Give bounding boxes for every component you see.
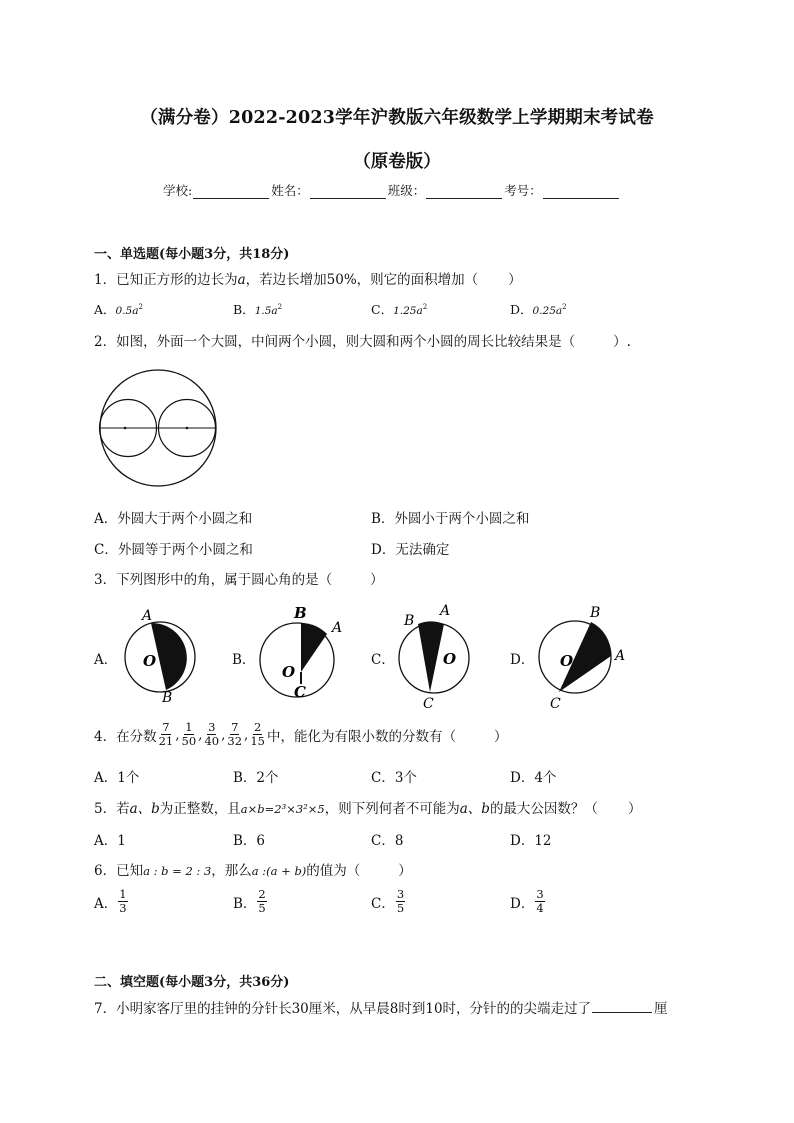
q5-text-b: a、b [129, 801, 160, 817]
q3b-label-a: A [332, 620, 343, 636]
q3c-label-c: C [423, 696, 434, 712]
q6-option-a[interactable] [94, 888, 129, 915]
q1-option-c-value: 1.25a [393, 305, 423, 317]
q4-f5-num: 2 [254, 720, 262, 734]
school-label: 学校: [163, 183, 193, 198]
q4-text-b: 中，能化为有限小数的分数有（ [266, 728, 456, 745]
question-5 [94, 797, 641, 817]
q6-option-c-letter: C． [371, 895, 395, 912]
q1-text-c: ） [508, 272, 522, 288]
q5-text-c: 为正整数，且 [159, 801, 241, 817]
name-label: 姓名： [271, 183, 309, 198]
q3d-label-b: B [590, 605, 601, 621]
q4-option-a[interactable]: A．1个 [94, 770, 140, 786]
q6-text-b: ，那么 [211, 863, 252, 879]
question-1 [94, 268, 522, 288]
q1-text-a: 1．已知正方形的边长为 [94, 272, 238, 288]
q6-text-d: ） [398, 863, 412, 879]
q3b-label-b: B [294, 604, 307, 622]
number-blank[interactable] [543, 184, 619, 199]
q4-f1-den: 21 [158, 734, 174, 748]
q2-option-c[interactable]: C．外圆等于两个小圆之和 [94, 542, 253, 558]
q4-option-c[interactable]: C．3个 [371, 770, 417, 786]
q4-option-d[interactable]: D．4个 [510, 770, 557, 786]
q3c-label-b: B [404, 613, 415, 629]
q5-text-e: a、b [459, 801, 490, 817]
q4-f4-den: 32 [227, 734, 243, 748]
q6-d-num: 3 [536, 887, 544, 901]
q2-text: 2．如图，外面一个大圆，中间两个小圆，则大圆和两个小圆的周长比较结果是（ [94, 334, 576, 350]
q5-text-a: 5．若 [94, 801, 130, 817]
page-title: （满分卷）2022-2023学年沪教版六年级数学上学期期末考试卷 [140, 108, 654, 128]
q3-text: 3．下列图形中的角，属于圆心角的是（ [94, 572, 333, 588]
q4-text-a: 4．在分数 [94, 728, 157, 745]
q3d-label-o: O [560, 652, 574, 670]
q6-option-b-fraction [257, 888, 266, 915]
q2-option-a[interactable]: A．外圆大于两个小圆之和 [94, 511, 253, 527]
q1-option-b-letter: B． [233, 302, 255, 317]
q5-option-d[interactable]: D．12 [510, 833, 552, 849]
q1-option-a-exp: 2 [138, 302, 143, 311]
q3c-label-a: A [440, 603, 451, 619]
q1-option-a-value: 0.5a [115, 305, 139, 317]
q1-option-d-letter: D． [510, 302, 533, 317]
q6-expr2: a :(a + b) [251, 864, 307, 878]
question-3 [94, 568, 384, 588]
q4-f2-den: 50 [181, 734, 197, 748]
q3-figure-c [396, 600, 476, 712]
q6-b-den: 5 [258, 901, 266, 915]
q4-fraction-4 [226, 721, 243, 748]
q4-text-c: ） [493, 728, 508, 745]
q3c-label-o: O [443, 650, 457, 668]
q3-figure-d [535, 600, 635, 712]
q4-sep-4: , [244, 726, 249, 743]
section1-heading: 一、单选题(每小题3分，共18分) [94, 247, 290, 262]
q3a-label-o: O [143, 652, 157, 670]
q4-sep-2: , [198, 726, 203, 743]
q1-option-d[interactable] [510, 300, 567, 318]
q1-option-d-exp: 2 [562, 302, 567, 311]
q2-option-b[interactable]: B．外圆小于两个小圆之和 [371, 511, 530, 527]
q1-option-c-exp: 2 [422, 302, 428, 311]
q4-sep-1: , [175, 726, 180, 743]
student-info-line [163, 181, 621, 199]
q6-option-c-fraction [396, 888, 405, 915]
q1-option-a[interactable] [94, 300, 143, 318]
q6-c-num: 3 [396, 887, 405, 901]
q6-b-num: 2 [258, 887, 266, 901]
q7-answer-blank[interactable] [592, 999, 652, 1013]
q5-option-b[interactable]: B．6 [233, 833, 266, 849]
q5-text-d: ，则下列何者不可能为 [324, 801, 460, 817]
q4-f5-den: 15 [250, 734, 265, 748]
q4-sep-3: , [221, 726, 226, 743]
q6-option-d[interactable] [510, 888, 546, 915]
q7-text-end: 厘 [654, 1001, 668, 1017]
q3-option-c[interactable]: C． [371, 652, 395, 668]
q6-option-c[interactable] [371, 888, 406, 915]
q4-fraction-3 [203, 721, 220, 748]
q4-option-b[interactable]: B．2个 [233, 770, 279, 786]
school-blank[interactable] [193, 184, 269, 199]
q4-f1-num: 7 [162, 720, 170, 734]
q3-option-a[interactable]: A． [94, 652, 118, 668]
q1-option-c[interactable] [371, 300, 427, 318]
q6-option-b-letter: B． [233, 895, 257, 912]
q2-text-end: ）. [613, 334, 631, 350]
q3-figure-a [118, 600, 208, 710]
q1-text-b: ，若边长增加50%，则它的面积增加（ [245, 272, 479, 288]
q2-circles-figure [98, 370, 222, 488]
q5-text-g: ） [627, 801, 642, 817]
q5-option-a[interactable]: A．1 [94, 833, 126, 849]
q6-option-b[interactable] [233, 888, 268, 915]
q6-expr1: a : b = 2 : 3 [143, 864, 212, 878]
q6-option-a-letter: A． [94, 895, 118, 912]
q3-option-d[interactable]: D． [510, 652, 535, 668]
question-4 [94, 721, 507, 748]
q5-text-f: 的最大公因数？（ [489, 801, 598, 817]
q5-expr: a×b=2³×3²×5 [240, 802, 325, 816]
q6-d-den: 4 [536, 901, 544, 915]
q1-var: a [237, 272, 246, 288]
q3-text-end: ） [370, 572, 384, 588]
q1-option-b-value: 1.5a [254, 305, 278, 317]
q2-option-d[interactable]: D．无法确定 [371, 542, 450, 558]
question-7 [94, 997, 668, 1017]
class-blank[interactable] [426, 184, 502, 199]
q3-option-b[interactable]: B． [232, 652, 256, 668]
question-6 [94, 859, 412, 879]
q1-option-d-value: 0.25a [532, 305, 563, 317]
q3d-label-a: A [615, 648, 626, 664]
q1-option-b-exp: 2 [277, 302, 283, 311]
q1-option-a-letter: A． [94, 302, 116, 317]
class-label: 班级： [387, 183, 426, 198]
q3b-label-c: C [294, 683, 306, 701]
q4-f2-num: 1 [185, 720, 193, 734]
q6-text-c: 的值为（ [306, 863, 361, 879]
q6-option-a-fraction [118, 888, 127, 915]
q1-option-c-letter: C． [371, 302, 394, 317]
q4-f4-num: 7 [231, 720, 239, 734]
question-2 [94, 330, 631, 350]
name-blank[interactable] [310, 184, 386, 199]
q3-figure-b [258, 600, 358, 710]
q3a-label-a: A [142, 608, 153, 624]
q5-option-c[interactable]: C．8 [371, 833, 404, 849]
page-subtitle: （原卷版） [353, 152, 441, 172]
number-label: 考号： [504, 183, 542, 198]
q4-fraction-5 [249, 721, 266, 748]
q4-fraction-2 [181, 721, 198, 748]
q6-text-a: 6．已知 [94, 863, 144, 879]
q7-text: 7．小明家客厅里的挂钟的分针长30厘米，从早晨8时到10时，分针的的尖端走过了 [94, 1001, 592, 1017]
q1-option-b[interactable] [233, 300, 282, 318]
q3a-label-b: B [162, 690, 173, 706]
q3b-label-o: O [282, 663, 296, 681]
q6-a-num: 1 [119, 887, 127, 901]
q3d-label-c: C [550, 696, 561, 712]
q4-f3-den: 40 [204, 734, 220, 748]
section2-heading: 二、填空题(每小题3分，共36分) [94, 975, 290, 990]
q6-option-d-letter: D． [510, 895, 535, 912]
q6-a-den: 3 [119, 901, 127, 915]
q6-c-den: 5 [396, 901, 405, 915]
q4-f3-num: 3 [208, 720, 216, 734]
q6-option-d-fraction [535, 888, 544, 915]
q4-fraction-1 [158, 721, 175, 748]
